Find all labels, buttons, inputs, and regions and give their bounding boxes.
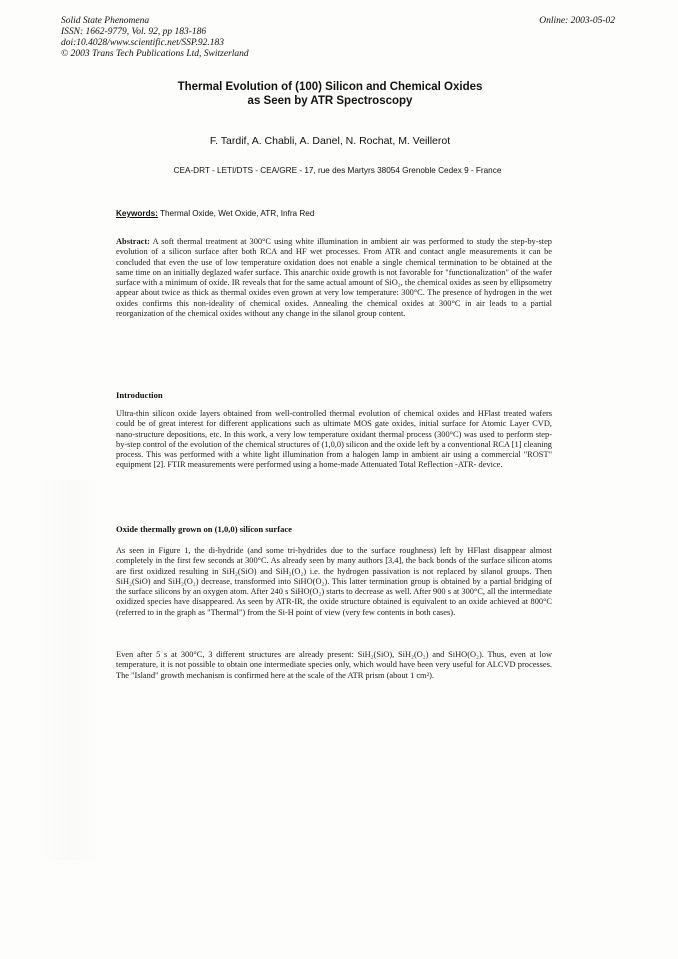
oxide-section-heading: Oxide thermally grown on (1,0,0) silicon surface bbox=[116, 524, 292, 534]
abstract-text: A soft thermal treatment at 300°C using white illumination in ambient air was performed to study the step-by-step evolution of a silicon surface after both RCA and HF wet processes. From ATR and contact angle measurements it can be concluded that even the use of low temperature oxidation does not enable a single chemical termination to be obtained at the same time on an initially deglazed wafer surface. This anarchic oxide growth is not favorable for "functionalization" of the wafer surface with a minimum of oxide. IR reveals that for the same actual amount of SiO₂, the chemical oxides as seen by ellipsometry appear about twice as thick as thermal oxides even grown at very low temperature: 300°C. The presence of hydrogen in the wet oxides confirms this non-ideality of chemical oxides. Annealing the chemical oxides at 300°C in air leads to a partial reorganization of the chemical oxides without any change in the silanol group content. bbox=[116, 237, 552, 319]
keywords-text: Thermal Oxide, Wet Oxide, ATR, Infra Red bbox=[157, 209, 315, 218]
keywords bbox=[116, 209, 576, 218]
journal-header bbox=[61, 16, 391, 60]
affiliation: CEA-DRT - LETI/DTS - CEA/GRE - 17, rue des Martyrs 38054 Grenoble Cedex 9 - France bbox=[173, 166, 502, 175]
author-list: F. Tardif, A. Chabli, A. Danel, N. Rochat, M. Veillerot bbox=[209, 135, 451, 147]
introduction-heading: Introduction bbox=[116, 390, 163, 400]
keywords-label: Keywords: bbox=[116, 209, 158, 218]
oxide-paragraph-2: Even after 5 s at 300°C, 3 different structures are already present: SiH₂(SiO), SiH₂(O₂) and SiHO(O₂). Thus, even at low temperature, it is not possible to obtain one intermediate species only, which would have been very useful for ALCVD processes. The "Island" growth mechanism is confirmed here at the scale of the ATR prism (about 1 cm²). bbox=[116, 650, 552, 680]
oxide-paragraph-1: As seen in Figure 1, the di-hydride (and some tri-hydrides due to the surface roughness) left by HFlast disappear almost completely in the first few seconds at 300°C. As already seen by many authors [3,4], the back bonds of the surface silicon atoms are first oxidized resulting in SiH₂(SiO) and SiH₂(O₂) i.e. the hydrogen passivation is not replaced by silanol groups. Then SiH₂(SiO) and SiH₂(O₂) decrease, transformed into SiHO(O₂). This latter termination group is obtained by a partial bridging of the surface silicons by an oxygen atom. After 240 s SiHO(O₂) starts to decrease as well. After 900 s at 300°C, all the intermediate oxidized species have disappeared. As seen by ATR-IR, the oxide structure obtained is equivalent to an oxide achieved at 800°C (referred to in the graph as "Thermal") from the Si-H point of view (very few contents in both cases). bbox=[116, 546, 552, 617]
online-date: Online: 2003-05-02 bbox=[539, 16, 615, 26]
abstract bbox=[116, 237, 552, 319]
copyright-line: © 2003 Trans Tech Publications Ltd, Switzerland bbox=[61, 49, 249, 59]
doi-line: doi:10.4028/www.scientific.net/SSP.92.183 bbox=[61, 38, 224, 48]
paper-title bbox=[110, 80, 550, 108]
abstract-label: Abstract: bbox=[116, 237, 150, 246]
journal-name: Solid State Phenomena bbox=[61, 16, 150, 26]
title-line-2: as Seen by ATR Spectroscopy bbox=[247, 95, 413, 107]
issn-line: ISSN: 1662-9779, Vol. 92, pp 183-186 bbox=[61, 27, 207, 37]
scan-shadow bbox=[40, 480, 100, 860]
introduction-text: Ultra-thin silicon oxide layers obtained from well-controlled thermal evolution of chemical oxides and HFlast treated wafers could be of great interest for different applications such as ultimate MOS gate oxides, initial surface for Atomic Layer CVD, nano-structure depositions, etc. In this work, a very low temperature oxidant thermal process (300°C) was used to perform step-by-step control of the evolution of the chemical structures of (1,0,0) silicon and the oxide left by a conventional RCA [1] cleaning process. This was performed with a white light illumination from a halogen lamp in ambient air using a commercial "ROST" equipment [2]. FTIR measurements were performed using a home-made Attenuated Total Reflection -ATR- device. bbox=[116, 409, 552, 470]
title-line-1: Thermal Evolution of (100) Silicon and Chemical Oxides bbox=[177, 81, 483, 93]
